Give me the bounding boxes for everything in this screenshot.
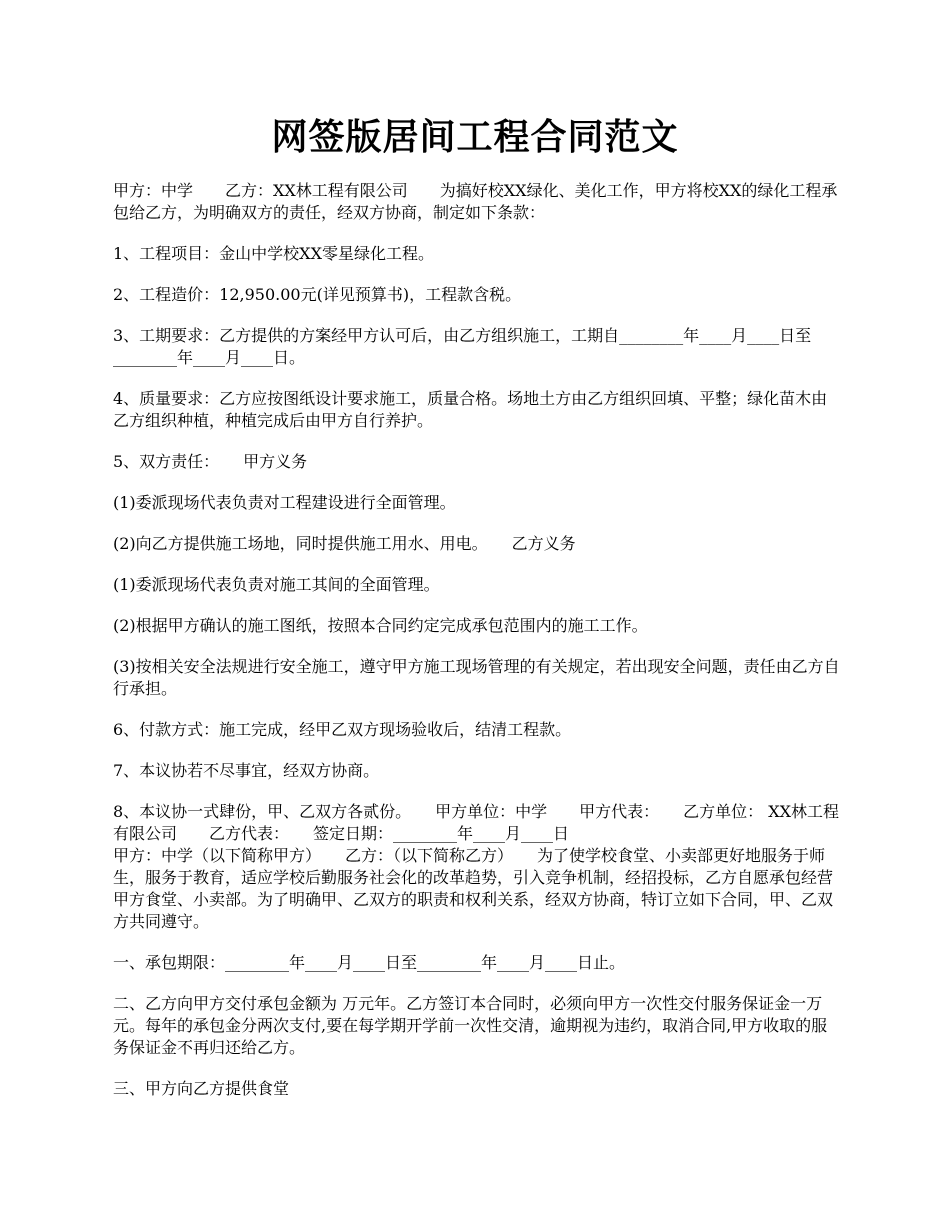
paragraph-payment: 6、付款方式：施工完成，经甲乙双方现场验收后，结清工程款。 [113, 720, 572, 739]
document-title: 网签版居间工程合同范文 [271, 116, 679, 158]
paragraph-term: 一、承包期限：________年____月____日至________年____月____日止。 [113, 953, 626, 972]
paragraph-party-a-duty-1: (1)委派现场代表负责对工程建设进行全面管理。 [113, 493, 456, 512]
paragraph-copies-signatures: 8、本议协一式肆份，甲、乙双方各贰份。 甲方单位：中学 甲方代表： 乙方单位： XX林工程有限公司 乙方代表： 签定日期：________年____月____日 [113, 802, 840, 843]
paragraph-project: 1、工程项目：金山中学校XX零星绿化工程。 [113, 244, 434, 263]
paragraph-preamble: 甲方：中学 乙方：XX林工程有限公司 为搞好校XX绿化、美化工作，甲方将校XX的绿化工程承包给乙方，为明确双方的责任，经双方协商，制定如下条款： [113, 181, 838, 222]
paragraph-cost: 2、工程造价：12,950.00元(详见预算书)，工程款含税。 [113, 285, 522, 304]
paragraph-negotiation: 7、本议协若不尽事宜，经双方协商。 [113, 761, 380, 780]
paragraph-responsibilities: 5、双方责任： 甲方义务 [113, 452, 308, 471]
paragraph-schedule: 3、工期要求：乙方提供的方案经甲方认可后，由乙方组织施工，工期自________年____月____日至________年____月____日。 [113, 326, 812, 367]
paragraph-canteen-preamble: 甲方：中学（以下简称甲方） 乙方：（以下简称乙方） 为了使学校食堂、小卖部更好地服务于师生，服务于教育，适应学校后勤服务社会化的改革趋势，引入竞争机制，经招投标，乙方自愿承包经营甲方食堂、小卖部。为了明确甲、乙双方的职责和权利关系，经双方协商，特订立如下合同，甲、乙双方共同遵守。 [113, 846, 834, 931]
document-body [113, 180, 843, 1119]
paragraph-canteen-provision: 三、甲方向乙方提供食堂 [113, 1079, 290, 1098]
paragraph-quality: 4、质量要求：乙方应按图纸设计要求施工，质量合格。场地土方由乙方组织回填、平整；绿化苗木由乙方组织种植，种植完成后由甲方自行养护。 [113, 389, 828, 430]
paragraph-contract-amount: 二、乙方向甲方交付承包金额为 万元年。乙方签订本合同时，必须向甲方一次性交付服务保证金一万元。每年的承包金分两次支付,要在每学期开学前一次性交清，逾期视为违约，取消合同,甲方收取的服务保证金不再归还给乙方。 [113, 994, 828, 1057]
paragraph-party-b-duty-1: (1)委派现场代表负责对施工其间的全面管理。 [113, 575, 440, 594]
paragraph-party-a-duty-2: (2)向乙方提供施工场地，同时提供施工用水、用电。 乙方义务 [113, 534, 576, 553]
paragraph-party-b-duty-2: (2)根据甲方确认的施工图纸，按照本合同约定完成承包范围内的施工工作。 [113, 616, 648, 635]
paragraph-party-b-duty-3: (3)按相关安全法规进行安全施工，遵守甲方施工现场管理的有关规定，若出现安全问题，责任由乙方自行承担。 [113, 657, 840, 698]
